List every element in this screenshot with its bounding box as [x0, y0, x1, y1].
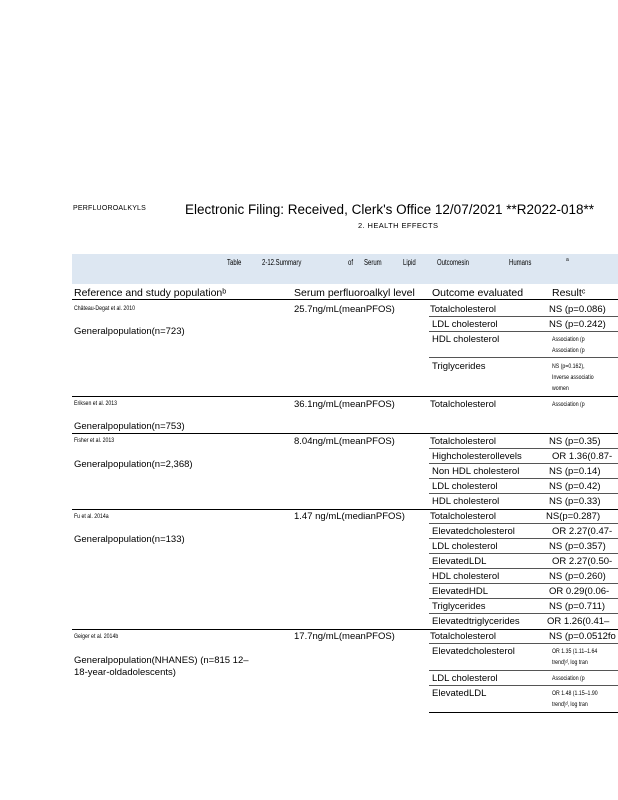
study-population: Generalpopulation(n=723): [74, 326, 185, 337]
outcome-cell: Totalcholesterol: [430, 304, 497, 315]
table-caption-band: [72, 254, 618, 284]
study-reference: Eriksen et al. 2013: [74, 400, 118, 407]
row-rule: [429, 357, 618, 358]
row-rule: [429, 538, 618, 539]
column-header-serum: Serum perfluoroalkyl level: [294, 287, 415, 299]
outcome-cell: Highcholesterollevels: [432, 451, 522, 462]
outcome-cell: LDL cholesterol: [432, 673, 498, 684]
study-rule: [72, 433, 618, 434]
outcome-cell: Totalcholesterol: [430, 511, 497, 522]
caption-humans: Humans: [509, 258, 532, 267]
outcome-cell: Triglycerides: [432, 601, 486, 612]
section-heading: 2. HEALTH EFFECTS: [358, 221, 439, 230]
result-cell: NS (p=0.086): [549, 304, 606, 315]
caption-lipid: Lipid: [403, 258, 416, 267]
result-cell: OR 1.36(0.87-: [552, 451, 613, 462]
row-rule: [429, 553, 618, 554]
outcome-cell: ElevatedLDL: [432, 556, 487, 567]
result-cell: Association (p: [552, 347, 585, 354]
filing-stamp: Electronic Filing: Received, Clerk's Office 12/07/2021 **R2022-018**: [185, 202, 595, 217]
result-cell: OR 1.48 (1.15–1.90: [552, 690, 598, 697]
serum-level: 25.7ng/mL(meanPFOS): [294, 304, 395, 315]
result-cell: OR 2.27(0.47-: [552, 526, 613, 537]
result-cell: NS (p=0.260): [549, 571, 606, 582]
serum-level: 8.04ng/mL(meanPFOS): [294, 436, 395, 447]
result-cell: NS(p=0.287): [546, 511, 601, 522]
result-cell: NS (p=0.711): [549, 601, 606, 612]
row-rule: [429, 448, 618, 449]
row-rule: [429, 583, 618, 584]
outcome-cell: Elevatedcholesterol: [432, 526, 515, 537]
outcome-cell: LDL cholesterol: [432, 319, 498, 330]
result-cell: NS (p=0.242): [549, 319, 606, 330]
serum-level: 17.7ng/mL(meanPFOS): [294, 631, 395, 642]
caption-table-number: 2-12.Summary: [262, 258, 302, 267]
study-population: Generalpopulation(n=133): [74, 534, 185, 545]
study-population: Generalpopulation(n=753): [74, 421, 185, 432]
serum-level: 36.1ng/mL(meanPFOS): [294, 399, 395, 410]
outcome-cell: HDL cholesterol: [432, 496, 500, 507]
caption-outcomes: Outcomesin: [437, 258, 470, 267]
column-header-outcome: Outcome evaluated: [432, 287, 524, 299]
result-cell: Association (p: [552, 675, 585, 682]
study-rule: [72, 629, 618, 630]
row-rule: [429, 568, 618, 569]
row-rule: [429, 478, 618, 479]
caption-footnote-mark: a: [566, 257, 569, 263]
row-rule: [429, 598, 618, 599]
row-rule: [429, 493, 618, 494]
study-population: Generalpopulation(NHANES) (n=815 12–: [74, 655, 249, 666]
study-rule: [72, 509, 618, 510]
result-cell: NS (p=0.0512fo: [549, 631, 616, 642]
study-reference: Geiger et al. 2014b: [74, 633, 119, 640]
table-end-rule: [429, 712, 618, 713]
row-rule: [429, 463, 618, 464]
result-cell: NS (p=0.357): [549, 541, 606, 552]
result-cell: trend)ᵈ, log tran: [552, 659, 588, 666]
outcome-cell: Totalcholesterol: [430, 631, 497, 642]
running-header-left: PERFLUOROALKYLS: [73, 205, 147, 212]
outcome-cell: Elevatedtriglycerides: [432, 616, 520, 627]
serum-level: 1.47 ng/mL(medianPFOS): [294, 511, 405, 522]
outcome-cell: LDL cholesterol: [432, 481, 498, 492]
result-cell: OR 1.35 (1.11–1.64: [552, 648, 598, 655]
column-header-result: Resultᶜ: [552, 287, 586, 299]
study-population: Generalpopulation(n=2,368): [74, 459, 193, 470]
result-cell: OR 2.27(0.50-: [552, 556, 613, 567]
header-rule: [72, 299, 618, 300]
outcome-cell: HDL cholesterol: [432, 571, 500, 582]
result-cell: NS (p=0.162),: [552, 363, 585, 370]
row-rule: [429, 613, 618, 614]
outcome-cell: Non HDL cholesterol: [432, 466, 520, 477]
result-cell: trend)ᵈ, log tran: [552, 701, 588, 708]
column-header-reference: Reference and study populationᵇ: [74, 287, 227, 299]
study-reference: Château-Degat et al. 2010: [74, 305, 135, 312]
row-rule: [429, 523, 618, 524]
result-cell: Inverse associatio: [552, 374, 594, 381]
caption-table-word: Table: [227, 258, 242, 267]
outcome-cell: ElevatedLDL: [432, 688, 487, 699]
result-cell: women: [552, 385, 569, 392]
outcome-cell: Elevatedcholesterol: [432, 646, 515, 657]
study-reference: Fu et al. 2014a: [74, 513, 109, 520]
result-cell: NS (p=0.14): [549, 466, 601, 477]
outcome-cell: Triglycerides: [432, 361, 486, 372]
result-cell: NS (p=0.35): [549, 436, 601, 447]
study-population-continued: 18-year-oldadolescents): [74, 667, 176, 678]
study-reference: Fisher et al. 2013: [74, 437, 115, 444]
result-cell: NS (p=0.33): [549, 496, 601, 507]
result-cell: Association (p: [552, 401, 585, 408]
outcome-cell: Totalcholesterol: [430, 436, 497, 447]
row-rule: [429, 643, 618, 644]
caption-serum: Serum: [364, 258, 382, 267]
caption-of: of: [348, 258, 354, 267]
row-rule: [429, 331, 618, 332]
result-cell: OR 1.26(0.41–: [547, 616, 610, 627]
result-cell: Association (p: [552, 336, 585, 343]
outcome-cell: Totalcholesterol: [430, 399, 497, 410]
result-cell: NS (p=0.42): [549, 481, 601, 492]
row-rule: [429, 316, 618, 317]
result-cell: OR 0.29(0.06-: [549, 586, 610, 597]
study-rule: [72, 396, 618, 397]
outcome-cell: HDL cholesterol: [432, 334, 500, 345]
outcome-cell: LDL cholesterol: [432, 541, 498, 552]
outcome-cell: ElevatedHDL: [432, 586, 488, 597]
row-rule: [429, 685, 618, 686]
row-rule: [429, 670, 618, 671]
